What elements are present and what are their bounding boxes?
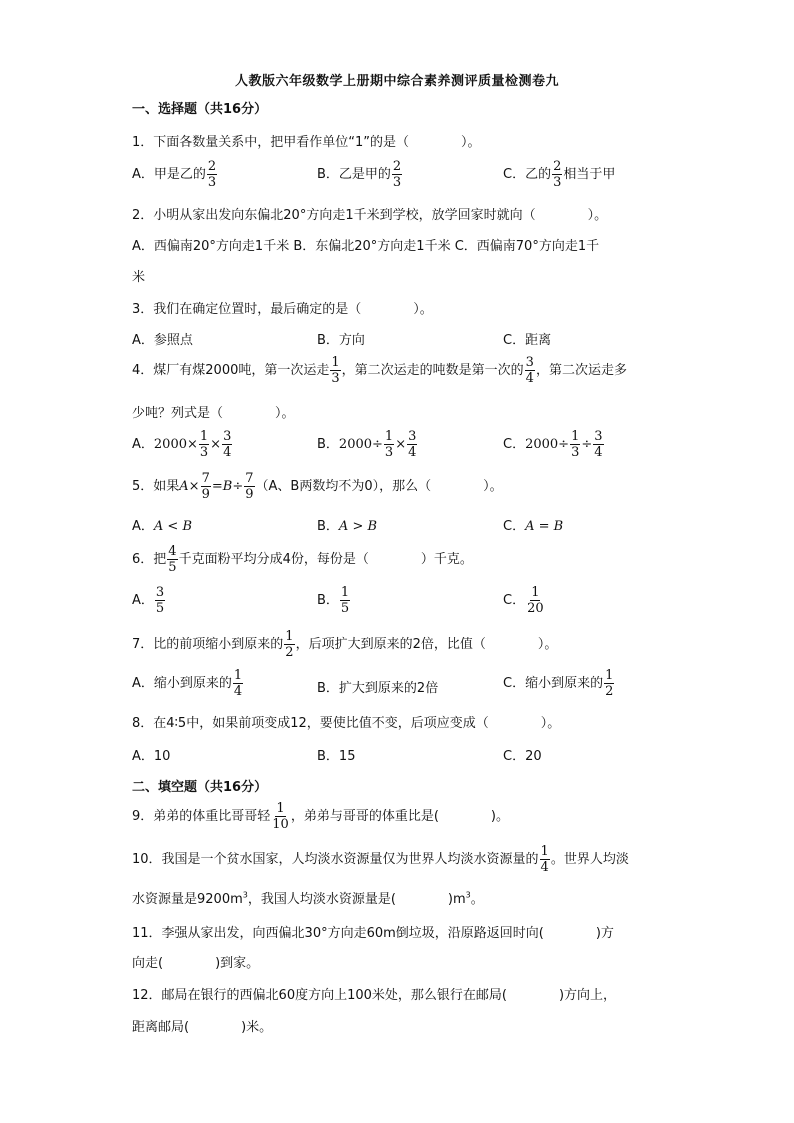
question-7-stem	[132, 630, 557, 659]
fraction	[244, 472, 254, 501]
expression: A > B	[338, 519, 378, 534]
denominator: 5	[340, 601, 350, 616]
numerator: 4	[168, 544, 177, 559]
question-8-stem: 8．在4∶5中，如果前项变成12，要使比值不变，后项应变成（ ）。	[132, 716, 561, 731]
fraction	[570, 430, 580, 459]
fraction	[284, 630, 294, 659]
fraction	[525, 356, 535, 385]
question-4-stem-line-2: 少吨？列式是（ ）。	[132, 406, 295, 421]
denominator: 10	[272, 817, 289, 832]
superscript: 3	[242, 890, 248, 900]
question-6-option-b	[317, 586, 351, 615]
section-heading-choice: 一、选择题（共16分）	[132, 102, 268, 117]
option-label: A．	[132, 519, 154, 534]
fraction	[604, 669, 614, 698]
question-3-option-a: A．参照点	[132, 333, 193, 348]
denominator: 9	[201, 487, 210, 502]
question-5-stem	[132, 472, 503, 501]
numerator: 1	[571, 429, 580, 444]
stem-text: ，弟弟与哥哥的体重比是( )。	[290, 809, 509, 824]
question-1-option-b	[317, 160, 403, 189]
fraction	[552, 160, 562, 189]
numerator: 3	[408, 429, 417, 444]
denominator: 9	[245, 487, 254, 502]
denominator: 4	[540, 860, 549, 875]
expression: A < B	[153, 519, 193, 534]
stem-text: 5．如果	[132, 479, 180, 494]
question-4-option-c	[503, 430, 605, 459]
option-text: A．缩小到原来的	[132, 676, 232, 691]
stem-text: 10．我国是一个贫水国家，人均淡水资源量仅为世界人均淡水资源量的	[132, 852, 539, 867]
numerator: 1	[340, 585, 350, 600]
stem-text: 9．弟弟的体重比哥哥轻	[132, 809, 271, 824]
question-3-stem: 3．我们在确定位置时，最后确定的是（ ）。	[132, 302, 433, 317]
fraction	[384, 430, 394, 459]
fraction	[155, 586, 165, 615]
stem-text: 水资源量是9200m	[132, 892, 243, 907]
option-label: B．	[317, 519, 339, 534]
denominator: 3	[571, 445, 580, 460]
stem-text: 7．比的前项缩小到原来的	[132, 637, 284, 652]
question-2-options: A．西偏南20°方向走1千米 B．东偏北20°方向走1千米 C．西偏南70°方向走1千	[132, 239, 600, 254]
fraction	[392, 160, 402, 189]
question-8-option-b: B．15	[317, 749, 356, 764]
question-2-options-wrap: 米	[132, 270, 146, 285]
question-12-stem-line-2: 距离邮局( )米。	[132, 1020, 273, 1035]
denominator: 3	[392, 175, 402, 190]
numerator: 2	[553, 159, 562, 174]
denominator: 20	[527, 601, 544, 616]
option-text: 相当于甲	[563, 167, 616, 182]
denominator: 4	[233, 684, 243, 699]
numerator: 1	[605, 668, 614, 683]
expression: 2000×	[153, 437, 198, 452]
section-heading-fill-in: 二、填空题（共16分）	[132, 780, 268, 795]
option-text: C．缩小到原来的	[503, 676, 604, 691]
stem-text: ，第二次运走多	[535, 363, 627, 378]
option-label: B．	[317, 437, 339, 452]
denominator: 4	[594, 445, 603, 460]
question-8-option-a: A．10	[132, 749, 171, 764]
page-title: 人教版六年级数学上册期中综合素养测评质量检测卷九	[234, 74, 559, 89]
stem-text: ，我国人均淡水资源量是( )m	[247, 892, 466, 907]
question-6-option-c	[503, 586, 546, 615]
question-7-option-b: B．扩大到原来的2倍	[317, 681, 439, 696]
question-4-option-a	[132, 430, 233, 459]
fraction	[540, 845, 550, 874]
question-10-stem	[132, 845, 629, 874]
numerator: 2	[207, 159, 217, 174]
option-label: B．	[317, 593, 339, 608]
numerator: 1	[331, 355, 340, 370]
denominator: 3	[553, 175, 562, 190]
stem-text: （A、B两数均不为0），那么（ ）。	[255, 479, 503, 494]
question-3-option-c: C．距离	[503, 333, 552, 348]
numerator: 1	[384, 429, 394, 444]
question-2-stem: 2．小明从家出发向东偏北20°方向走1千米到学校，放学回家时就向（ ）。	[132, 208, 608, 223]
fraction	[271, 802, 290, 831]
numerator: 3	[155, 585, 165, 600]
option-text: A．甲是乙的	[132, 167, 206, 182]
question-3-option-b: B．方向	[317, 333, 365, 348]
operator: ×	[188, 479, 200, 494]
stem-text: 。世界人均淡	[550, 852, 629, 867]
stem-text: ，后项扩大到原来的2倍，比值（ ）。	[295, 637, 558, 652]
denominator: 4	[223, 445, 232, 460]
numerator: 1	[199, 429, 209, 444]
fraction	[330, 356, 340, 385]
fraction	[340, 586, 350, 615]
option-label: C．	[503, 593, 526, 608]
option-label: C．	[503, 437, 526, 452]
denominator: 5	[155, 601, 165, 616]
question-6-stem	[132, 545, 473, 574]
superscript: 3	[465, 890, 471, 900]
fraction	[233, 669, 243, 698]
numerator: 7	[201, 471, 210, 486]
denominator: 3	[331, 371, 340, 386]
denominator: 2	[285, 645, 294, 660]
denominator: 4	[408, 445, 417, 460]
variable-b: B	[222, 479, 233, 494]
question-8-option-c: C．20	[503, 749, 542, 764]
expression: 2000÷	[525, 437, 570, 452]
question-4-option-b	[317, 430, 418, 459]
numerator: 1	[540, 844, 549, 859]
fraction	[207, 160, 217, 189]
question-5-option-a	[132, 515, 192, 534]
expression: A = B	[525, 519, 564, 534]
operator: =	[211, 479, 223, 494]
fraction	[167, 545, 177, 574]
fraction	[199, 430, 209, 459]
option-label: A．	[132, 437, 154, 452]
question-9-stem	[132, 802, 509, 831]
question-7-option-a	[132, 669, 244, 698]
denominator: 3	[199, 445, 209, 460]
question-1-option-c	[503, 160, 615, 189]
operator: ×	[210, 437, 222, 452]
question-5-option-c	[503, 515, 563, 534]
fraction	[593, 430, 603, 459]
numerator: 1	[233, 668, 243, 683]
denominator: 3	[384, 445, 394, 460]
question-1-option-a	[132, 160, 218, 189]
option-text: B．乙是甲的	[317, 167, 391, 182]
stem-text: 6．把	[132, 552, 167, 567]
option-label: C．	[503, 519, 526, 534]
denominator: 5	[168, 560, 177, 575]
option-text: C．乙的	[503, 167, 552, 182]
operator: ÷	[581, 437, 593, 452]
stem-text: ，第二次运走的吨数是第一次的	[341, 363, 524, 378]
expression: 2000÷	[338, 437, 383, 452]
numerator: 3	[223, 429, 232, 444]
question-12-stem: 12．邮局在银行的西偏北60度方向上100米处，那么银行在邮局( )方向上，	[132, 988, 617, 1003]
denominator: 2	[605, 684, 614, 699]
option-label: A．	[132, 593, 154, 608]
question-5-option-b	[317, 515, 377, 534]
question-6-option-a	[132, 586, 166, 615]
question-11-stem-line-2: 向走( )到家。	[132, 956, 260, 971]
numerator: 1	[285, 629, 294, 644]
fraction	[526, 586, 545, 615]
numerator: 3	[525, 355, 534, 370]
denominator: 4	[525, 371, 534, 386]
question-1-stem: 1．下面各数量关系中，把甲看作单位“1”的是（ ）。	[132, 135, 481, 150]
operator: ×	[395, 437, 407, 452]
fraction	[222, 430, 232, 459]
question-11-stem: 11．李强从家出发，向西偏北30°方向走60m倒垃圾，沿原路返回时向( )方	[132, 926, 614, 941]
numerator: 3	[594, 429, 603, 444]
numerator: 7	[245, 471, 254, 486]
fraction	[201, 472, 211, 501]
numerator: 2	[392, 159, 402, 174]
denominator: 3	[207, 175, 217, 190]
stem-text: 4．煤厂有煤2000吨，第一次运走	[132, 363, 330, 378]
stem-text: 千克面粉平均分成4份，每份是（ ）千克。	[178, 552, 473, 567]
question-10-stem-line-2	[132, 888, 484, 907]
operator: ÷	[232, 479, 244, 494]
question-4-stem	[132, 356, 627, 385]
variable-a: A	[179, 479, 189, 494]
stem-text: 。	[470, 892, 484, 907]
numerator: 1	[276, 801, 285, 816]
numerator: 1	[531, 585, 540, 600]
question-7-option-c	[503, 669, 615, 698]
fraction	[407, 430, 417, 459]
